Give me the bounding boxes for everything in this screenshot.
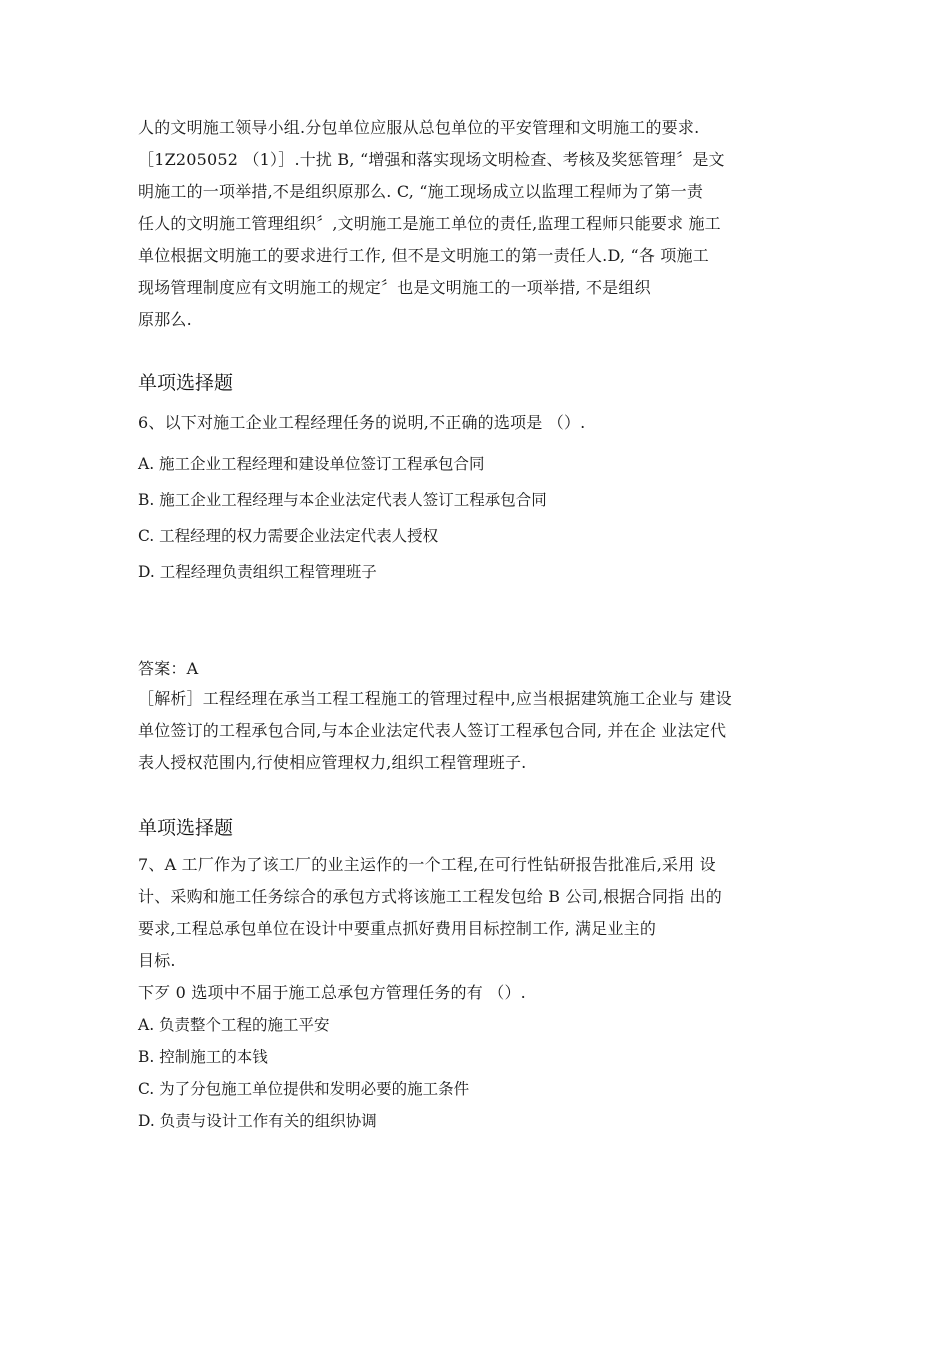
question-line: 7、A 工厂作为了该工厂的业主运作的一个工程,在可行性钻研报告批准后,采用 设 [138, 855, 716, 874]
option-d: D. 工程经理负责组织工程管理班子 [138, 563, 377, 581]
intro-line: ［1Z205052 （1）］.十扰 B, “增强和落实现场文明检查、考核及奖惩管理〞是文 [138, 150, 725, 169]
intro-line: 任人的文明施工管理组织〞,文明施工是施工单位的责任,监理工程师只能要求 施工 [138, 214, 721, 233]
section-title: 单项选择题 [138, 817, 234, 839]
option-d: D. 负责与设计工作有关的组织协调 [138, 1112, 377, 1130]
analysis-line: 单位签订的工程承包合同,与本企业法定代表人签订工程承包合同, 并在企 业法定代 [138, 721, 727, 740]
option-c: C. 为了分包施工单位提供和发明必要的施工条件 [138, 1080, 470, 1098]
option-b: B. 施工企业工程经理与本企业法定代表人签订工程承包合同 [138, 491, 547, 509]
question-text: 6、以下对施工企业工程经理任务的说明,不正确的选项是 （）. [138, 413, 586, 432]
question-line: 下歹 0 选项中不届于施工总承包方管理任务的有 （）. [138, 983, 526, 1002]
option-a: A. 施工企业工程经理和建设单位签订工程承包合同 [138, 455, 485, 473]
intro-line: 单位根据文明施工的要求进行工作, 但不是文明施工的第一责任人.D, “各 项施工 [138, 246, 709, 265]
question-line: 要求,工程总承包单位在设计中要重点抓好费用目标控制工作, 满足业主的 [138, 919, 657, 938]
intro-line: 原那么. [138, 310, 192, 329]
section-title: 单项选择题 [138, 372, 234, 394]
intro-line: 现场管理制度应有文明施工的规定〞也是文明施工的一项举措, 不是组织 [138, 278, 651, 297]
question-line: 计、采购和施工任务综合的承包方式将该施工工程发包给 B 公司,根据合同指 出的 [138, 887, 722, 906]
analysis-line: ［解析］工程经理在承当工程工程施工的管理过程中,应当根据建筑施工企业与 建设 [138, 689, 732, 708]
analysis-line: 表人授权范围内,行使相应管理权力,组织工程管理班子. [138, 753, 527, 772]
intro-line: 明施工的一项举措,不是组织原那么. C, “施工现场成立以监理工程师为了第一责 [138, 182, 704, 201]
answer-text: 答案：A [138, 659, 199, 678]
intro-line: 人的文明施工领导小组.分包单位应服从总包单位的平安管理和文明施工的要求. [138, 118, 700, 137]
question-line: 目标. [138, 951, 176, 970]
option-b: B. 控制施工的本钱 [138, 1048, 268, 1066]
option-a: A. 负责整个工程的施工平安 [138, 1016, 330, 1034]
option-c: C. 工程经理的权力需要企业法定代表人授权 [138, 527, 439, 545]
